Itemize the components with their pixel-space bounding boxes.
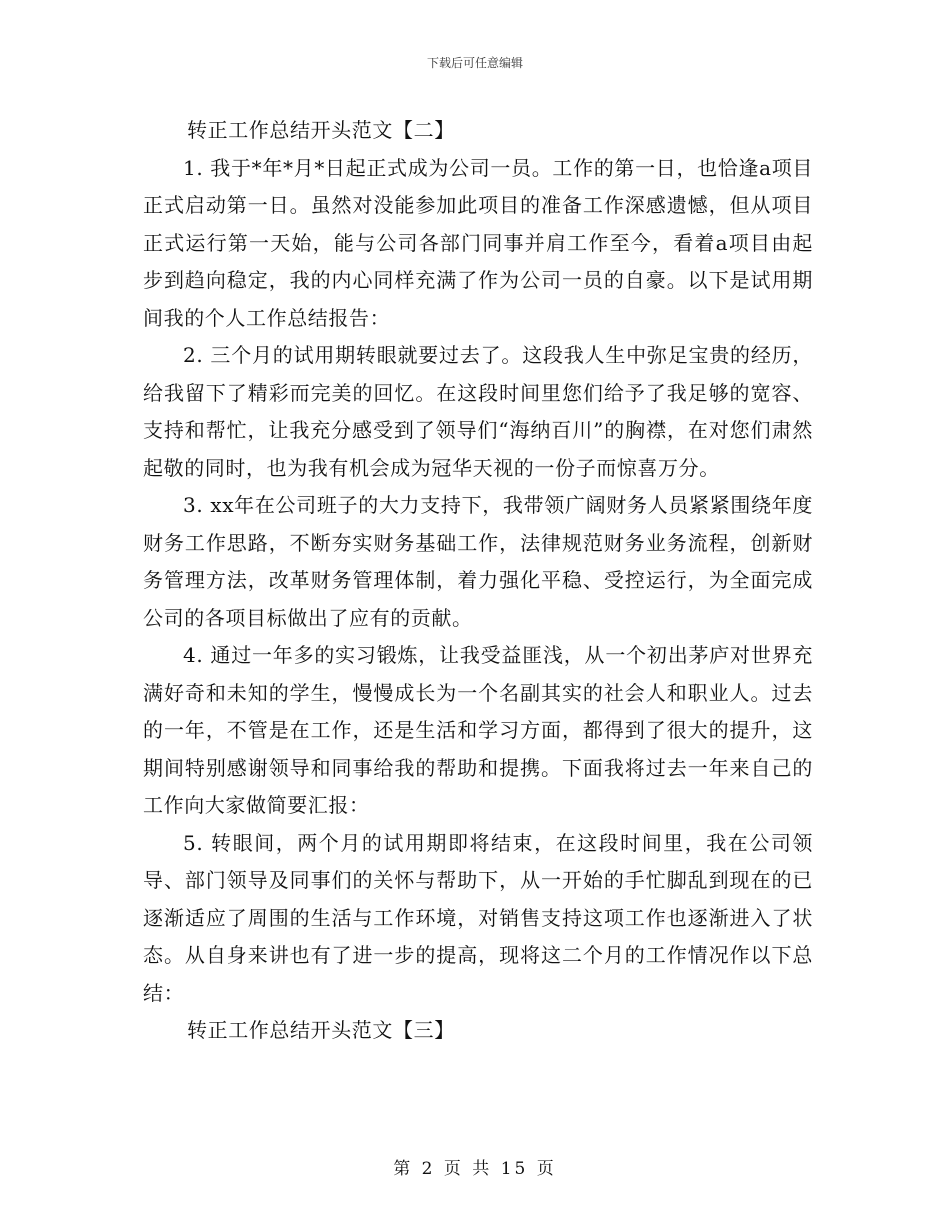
- paragraph-4: 4. 通过一年多的实习锻炼，让我受益匪浅，从一个初出茅庐对世界充满好奇和未知的学生，慢慢成长为一个名副其实的社会人和职业人。过去的一年，不管是在工作，还是生活和学习方面，都得到了很大的提升，这期间特别感谢领导和同事给我的帮助和提携。下面我将过去一年来自己的工作向大家做简要汇报：: [143, 643, 813, 817]
- paragraph-2: 2. 三个月的试用期转眼就要过去了。这段我人生中弥足宝贵的经历，给我留下了精彩而完美的回忆。在这段时间里您们给予了我足够的宽容、支持和帮忙，让我充分感受到了领导们“海纳百川”的胸襟，在对您们肃然起敬的同时，也为我有机会成为冠华天视的一份子而惊喜万分。: [143, 343, 813, 480]
- paragraph-5: 5. 转眼间，两个月的试用期即将结束，在这段时间里，我在公司领导、部门领导及同事们的关怀与帮助下，从一开始的手忙脚乱到现在的已逐渐适应了周围的生活与工作环境，对销售支持这项工作也逐渐进入了状态。从自身来讲也有了进一步的提高，现将这二个月的工作情况作以下总结：: [143, 830, 813, 1005]
- header-note: 下载后可任意编辑: [426, 56, 523, 70]
- document-body: [143, 112, 813, 1050]
- section-heading-3: 转正工作总结开头范文【三】: [187, 1018, 455, 1042]
- page-number: 第 2 页 共 15 页: [393, 1159, 557, 1179]
- paragraph-1: 1. 我于*年*月*日起正式成为公司一员。工作的第一日，也恰逢a项目正式启动第一日。虽然对没能参加此项目的准备工作深感遗憾，但从项目正式运行第一天始，能与公司各部门同事并肩工作至今，看着a项目由起步到趋向稳定，我的内心同样充满了作为公司一员的自豪。以下是试用期间我的个人工作总结报告：: [143, 155, 813, 330]
- section-heading-2: 转正工作总结开头范文【二】: [187, 118, 455, 142]
- paragraph-3: 3. xx年在公司班子的大力支持下，我带领广阔财务人员紧紧围绕年度财务工作思路，不断夯实财务基础工作，法律规范财务业务流程，创新财务管理方法，改革财务管理体制，着力强化平稳、受控运行，为全面完成公司的各项目标做出了应有的贡献。: [143, 493, 813, 630]
